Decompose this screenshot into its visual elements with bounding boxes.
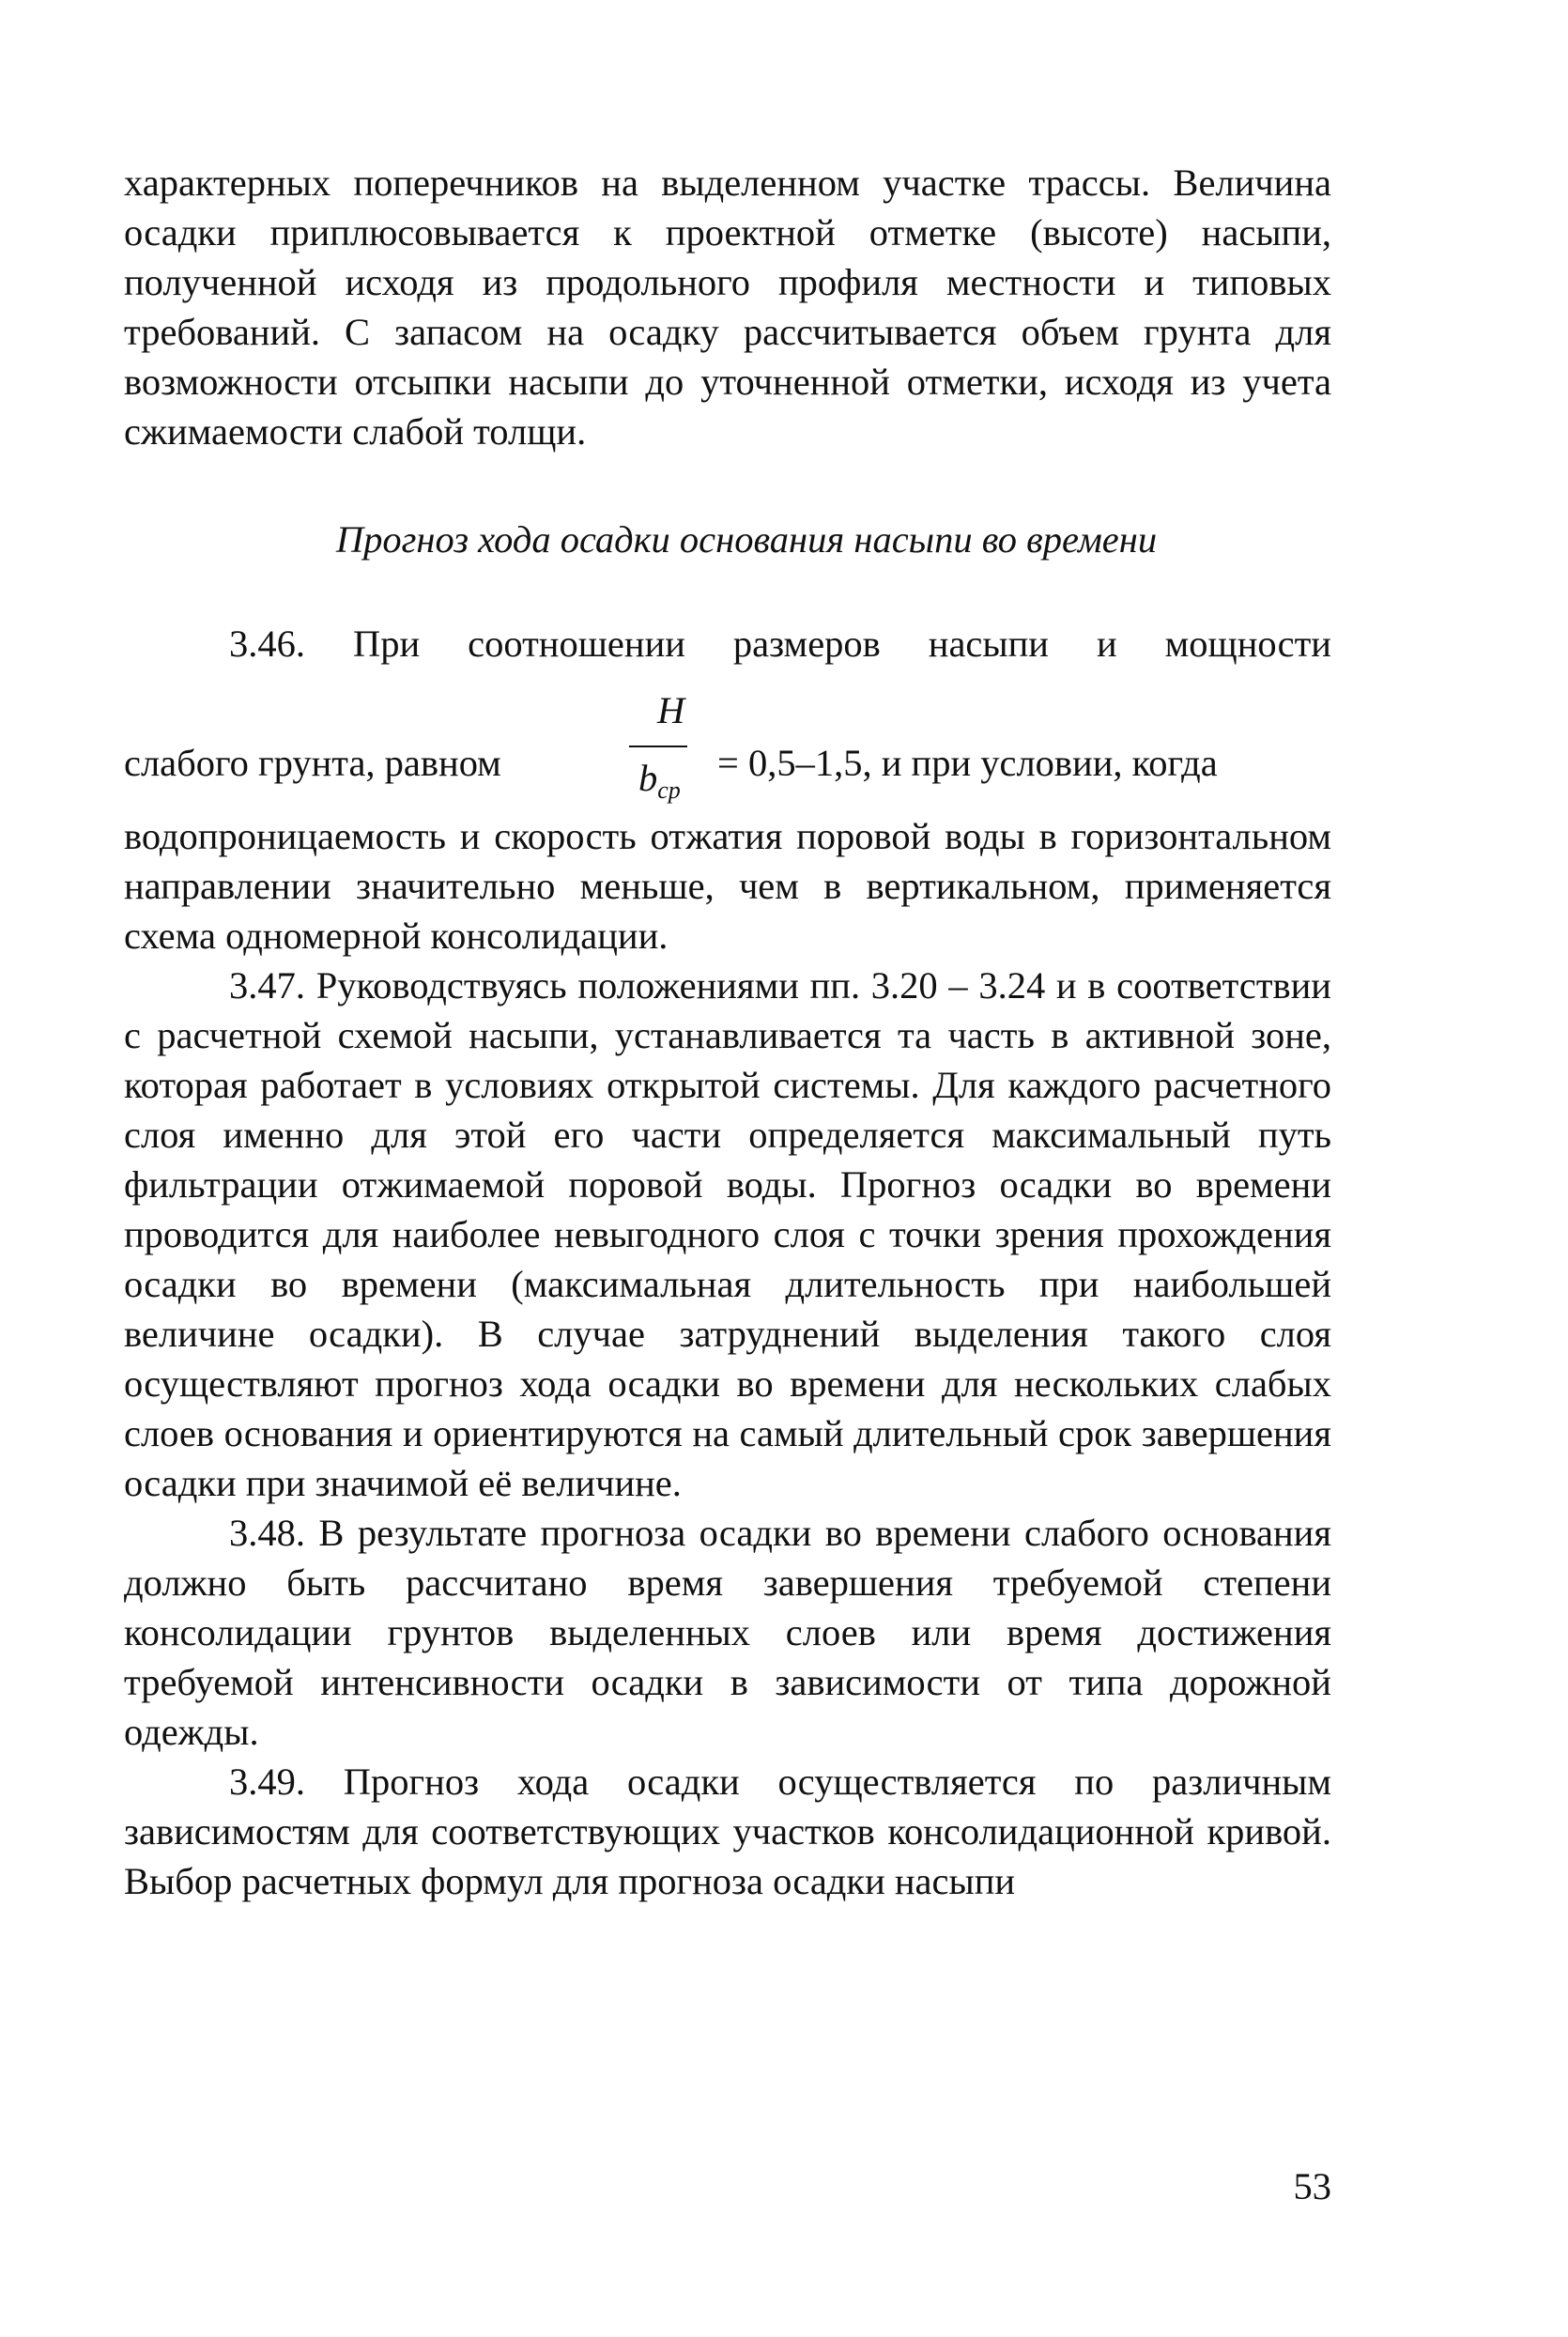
- paragraph-3-46-first-line: 3.46. При соотношении размеров насыпи и мощности: [229, 623, 1331, 665]
- page-number: 53: [1293, 2165, 1331, 2207]
- paragraph-3-46-rest: водопроницаемость и скорость отжатия поровой воды в горизонтальном направлении значительно меньше, чем в вертикальном, применяется схема одномерной консолидации.: [124, 815, 1331, 957]
- paragraph-3-48: 3.48. В результате прогноза осадки во времени слабого основания должно быть рассчитано время завершения требуемой степени консолидации грунтов выделенных слоев или время достижения требуемой интенсивности осадки в зависимости от типа дорожной одежды.: [124, 1512, 1331, 1753]
- formula-line: [124, 685, 1331, 806]
- fraction-denominator-subscript: ср: [657, 776, 681, 804]
- paragraph-3-49: 3.49. Прогноз хода осадки осуществляется по различным зависимостям для соответствующих участков консолидационной кривой. Выбор расчетных формул для прогноза осадки насыпи: [124, 1760, 1331, 1902]
- formula-tail-text: = 0,5–1,5, и при условии, когда: [717, 742, 1218, 784]
- section-heading: Прогноз хода осадки основания насыпи во времени: [335, 518, 1158, 561]
- paragraph-3-47: 3.47. Руководствуясь положениями пп. 3.20 – 3.24 и в соответствии с расчетной схемой насыпи, устанавливается та часть в активной зоне, которая работает в условиях открытой системы. Для каждого расчетного слоя именно для этой его части определяется максимальный путь фильтрации отжимаемой поровой воды. Прогноз осадки во времени проводится для наиболее невыгодного слоя с точки зрения прохождения осадки во времени (максимальная длительность при наибольшей величине осадки). В случае затруднений выделения такого слоя осуществляют прогноз хода осадки во времени для нескольких слабых слоев основания и ориентируются на самый длительный срок завершения осадки при значимой её величине.: [124, 964, 1331, 1504]
- fraction-numerator: H: [657, 689, 685, 731]
- fraction-bar: [629, 746, 687, 747]
- formula-lead-text: слабого грунта, равном: [124, 742, 501, 784]
- fraction-h-over-bcp: [629, 685, 714, 806]
- intro-paragraph: характерных поперечников на выделенном участке трассы. Величина осадки приплюсовывается к проектной отметке (высоте) насыпи, полученной исходя из продольного профиля местности и типовых требований. С запасом на осадку рассчитывается объем грунта для возможности отсыпки насыпи до уточненной отметки, исходя из учета сжимаемости слабой толщи.: [124, 161, 1331, 453]
- document-page: [124, 158, 1331, 2270]
- fraction-denominator: [638, 753, 681, 815]
- fraction-denominator-base: b: [638, 757, 658, 799]
